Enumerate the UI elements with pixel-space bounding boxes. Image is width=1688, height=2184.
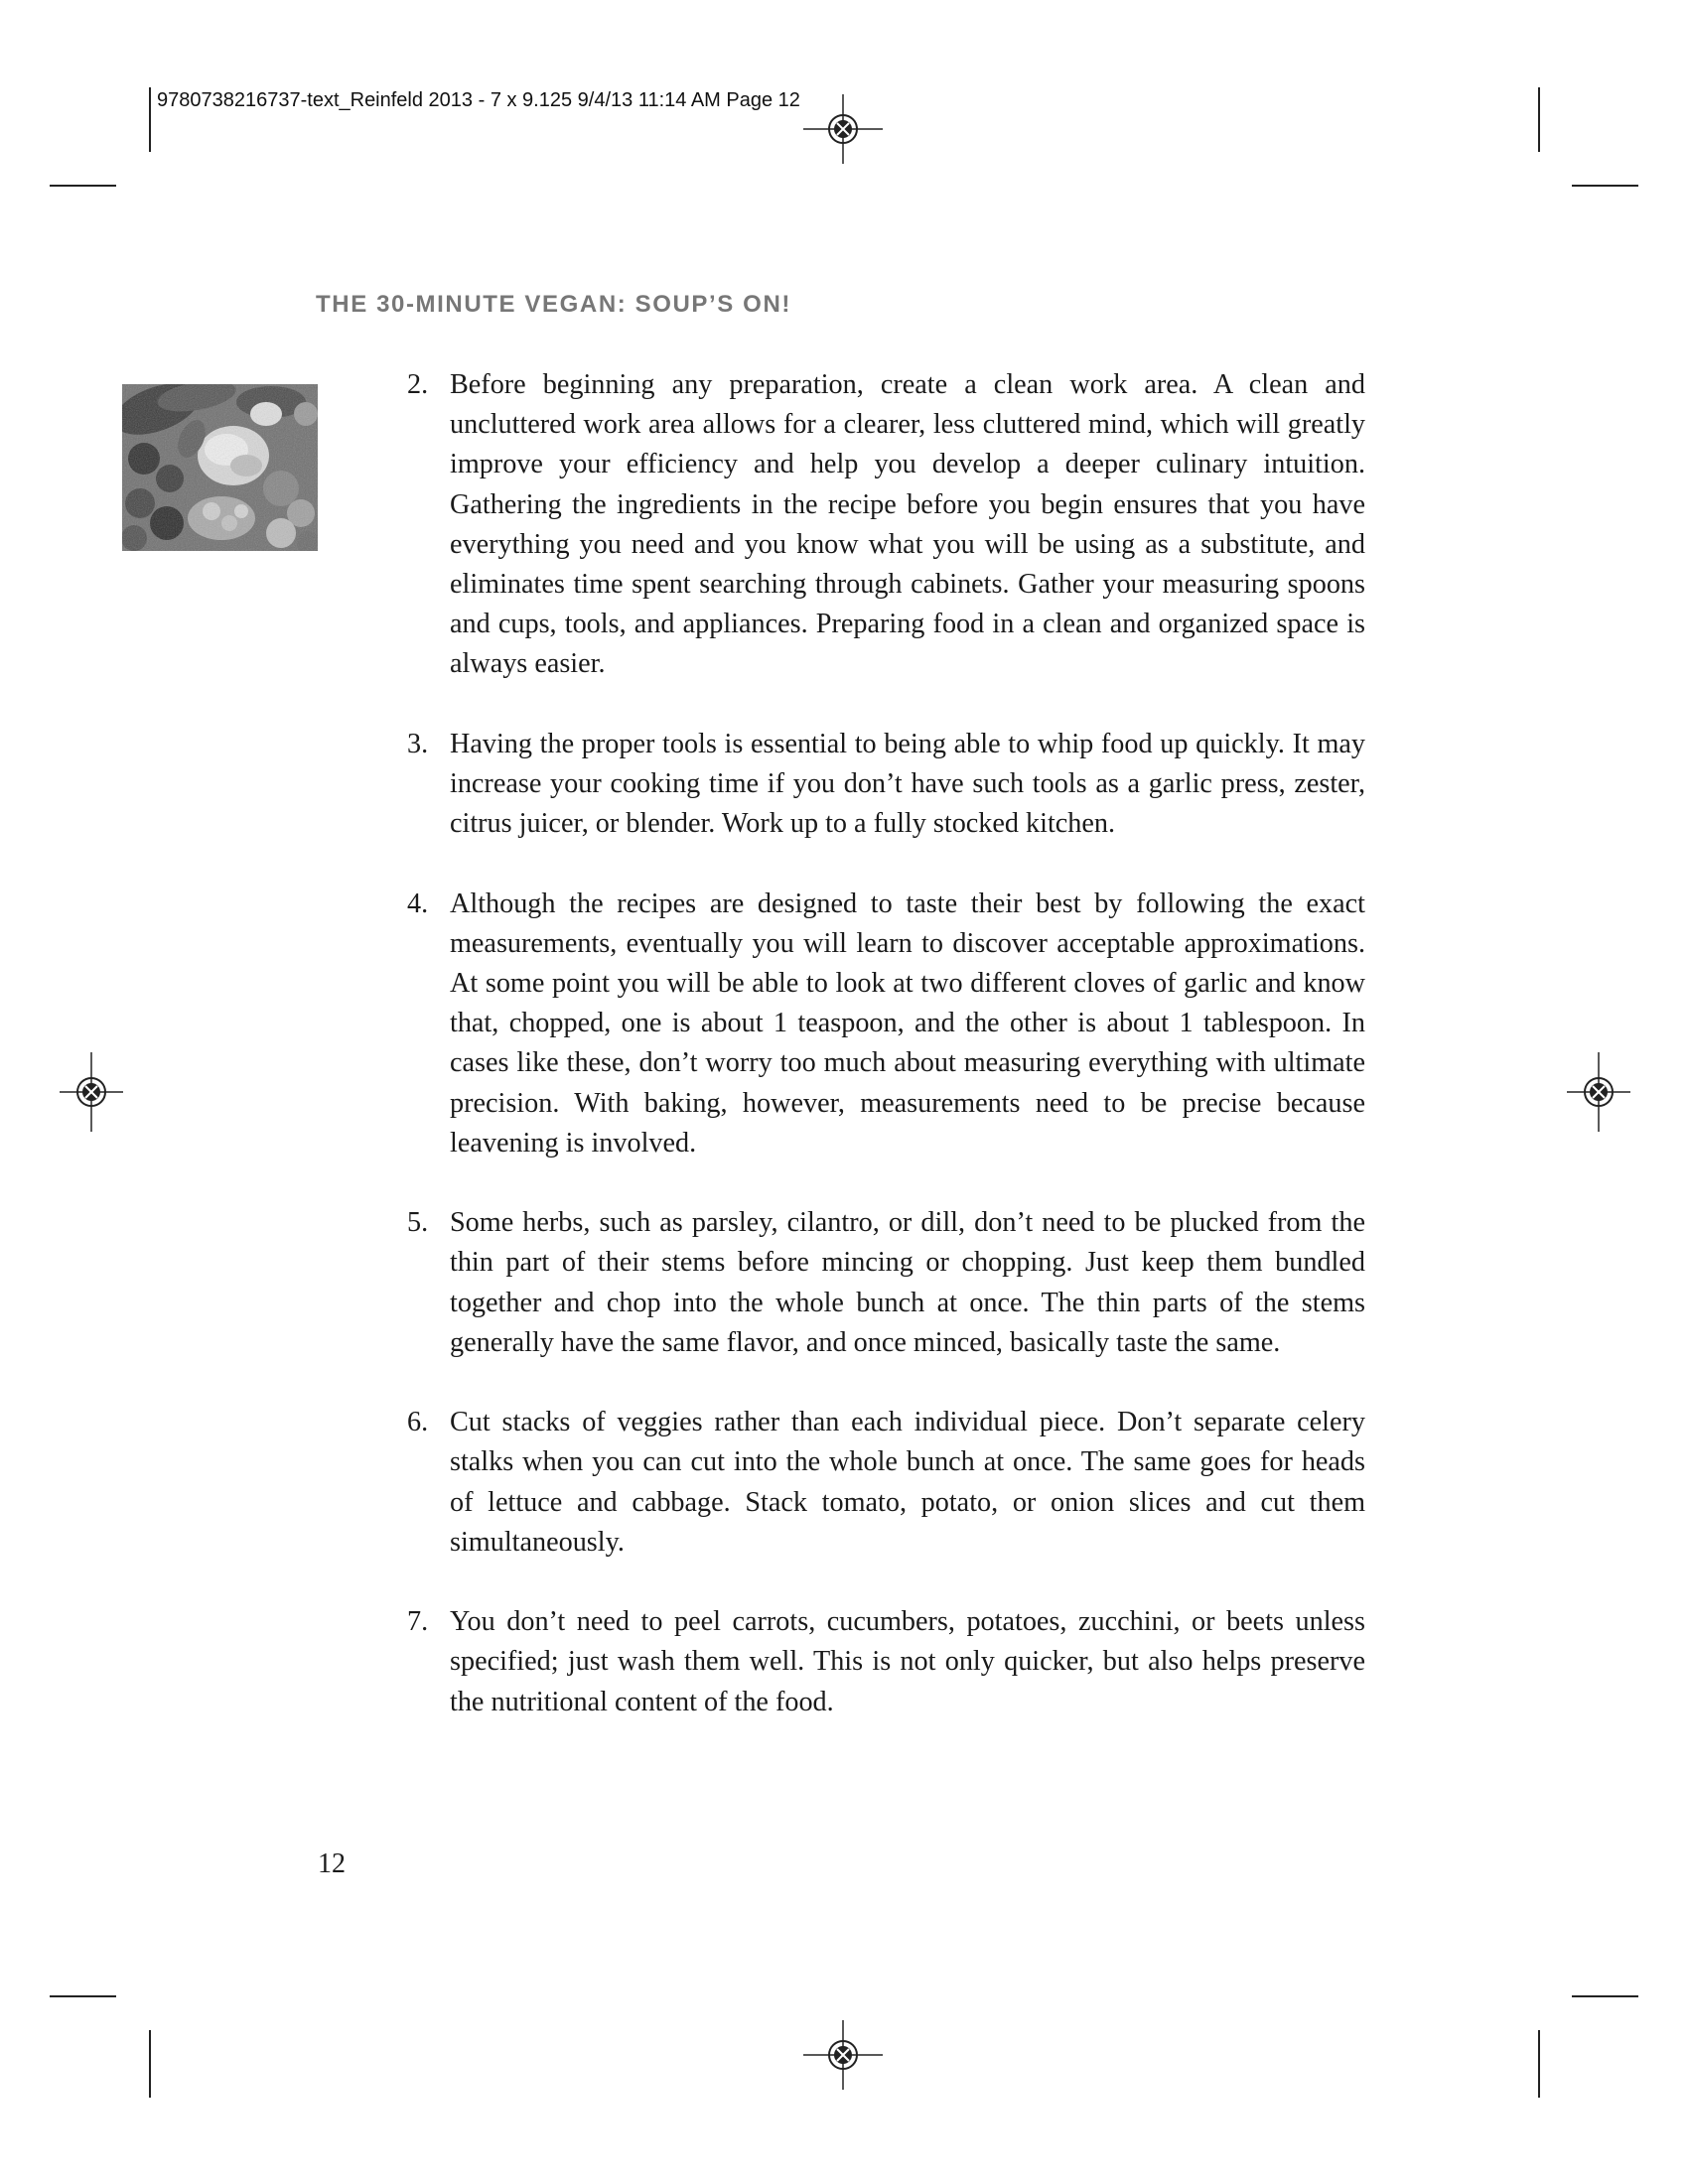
crop-mark-top-right-horizontal (1572, 185, 1638, 187)
list-item (407, 1403, 1365, 1563)
registration-target-icon (803, 2015, 883, 2095)
tip-number: 7. (407, 1606, 429, 1638)
tip-text: Having the proper tools is essential to being able to whip food up quickly. It may increase your cooking time if you don’t have such tools as a garlic press, zester, citrus juicer, or blender. Work up to a fully stocked kitchen. (450, 728, 1365, 840)
tip-text: Some herbs, such as parsley, cilantro, or dill, don’t need to be plucked from the thin part of their stems before mincing or chopping. Just keep them bundled together and chop into the whole bunch at once. The thin parts of the stems generally have the same flavor, and once minced, basically taste the same. (450, 1207, 1365, 1358)
crop-mark-top-right-vertical (1538, 87, 1540, 152)
tip-text: Cut stacks of veggies rather than each individual piece. Don’t separate celery stalks when you can cut into the whole bunch at once. The same goes for heads of lettuce and cabbage. Stack tomato, potato, or onion slices and cut them simultaneously. (450, 1407, 1365, 1558)
registration-target-icon (1559, 1052, 1638, 1132)
page-number: 12 (318, 1848, 346, 1879)
tips-list (407, 365, 1365, 1762)
list-item (407, 365, 1365, 685)
tip-number: 3. (407, 728, 429, 759)
tip-number: 6. (407, 1407, 429, 1438)
list-item (407, 885, 1365, 1163)
running-head: THE 30-MINUTE VEGAN: SOUP’S ON! (316, 291, 791, 318)
printer-slug-line: 9780738216737-text_Reinfeld 2013 - 7 x 9.125 9/4/13 11:14 AM Page 12 (157, 89, 800, 111)
tip-number: 5. (407, 1207, 429, 1239)
crop-mark-bottom-right-vertical (1538, 2030, 1540, 2098)
tip-text: Before beginning any preparation, create a clean work area. A clean and uncluttered work area allows for a clearer, less cluttered mind, which will greatly improve your efficiency and help you develop a deeper culinary intuition. Gathering the ingredients in the recipe before you begin ensures that you have everything you need and you know what you will be using as a substitute, and eliminates time spent searching through cabinets. Gather your measuring spoons and cups, tools, and appliances. Preparing food in a clean and organized space is always easier. (450, 369, 1365, 680)
vegetables-photo (122, 384, 318, 551)
crop-mark-top-left-vertical (149, 87, 151, 152)
tip-number: 4. (407, 887, 429, 919)
registration-target-icon (803, 89, 883, 169)
tip-number: 2. (407, 369, 429, 400)
crop-mark-bottom-left-vertical (149, 2030, 151, 2098)
list-item (407, 725, 1365, 845)
list-item (407, 1203, 1365, 1363)
tip-text: You don’t need to peel carrots, cucumbers, potatoes, zucchini, or beets unless specified; just wash them well. This is not only quicker, but also helps preserve the nutritional content of the food. (450, 1606, 1365, 1717)
list-item (407, 1602, 1365, 1722)
crop-mark-bottom-right-horizontal (1572, 1995, 1638, 1997)
registration-target-icon (52, 1052, 131, 1132)
crop-mark-top-left-horizontal (50, 185, 116, 187)
crop-mark-bottom-left-horizontal (50, 1995, 116, 1997)
tip-text: Although the recipes are designed to taste their best by following the exact measurements, eventually you will learn to discover acceptable approximations. At some point you will be able to look at two different cloves of garlic and know that, chopped, one is about 1 teaspoon, and the other is about 1 tablespoon. In cases like these, don’t worry too much about measuring everything with ultimate precision. With baking, however, measurements need to be precise because leavening is involved. (450, 887, 1365, 1159)
